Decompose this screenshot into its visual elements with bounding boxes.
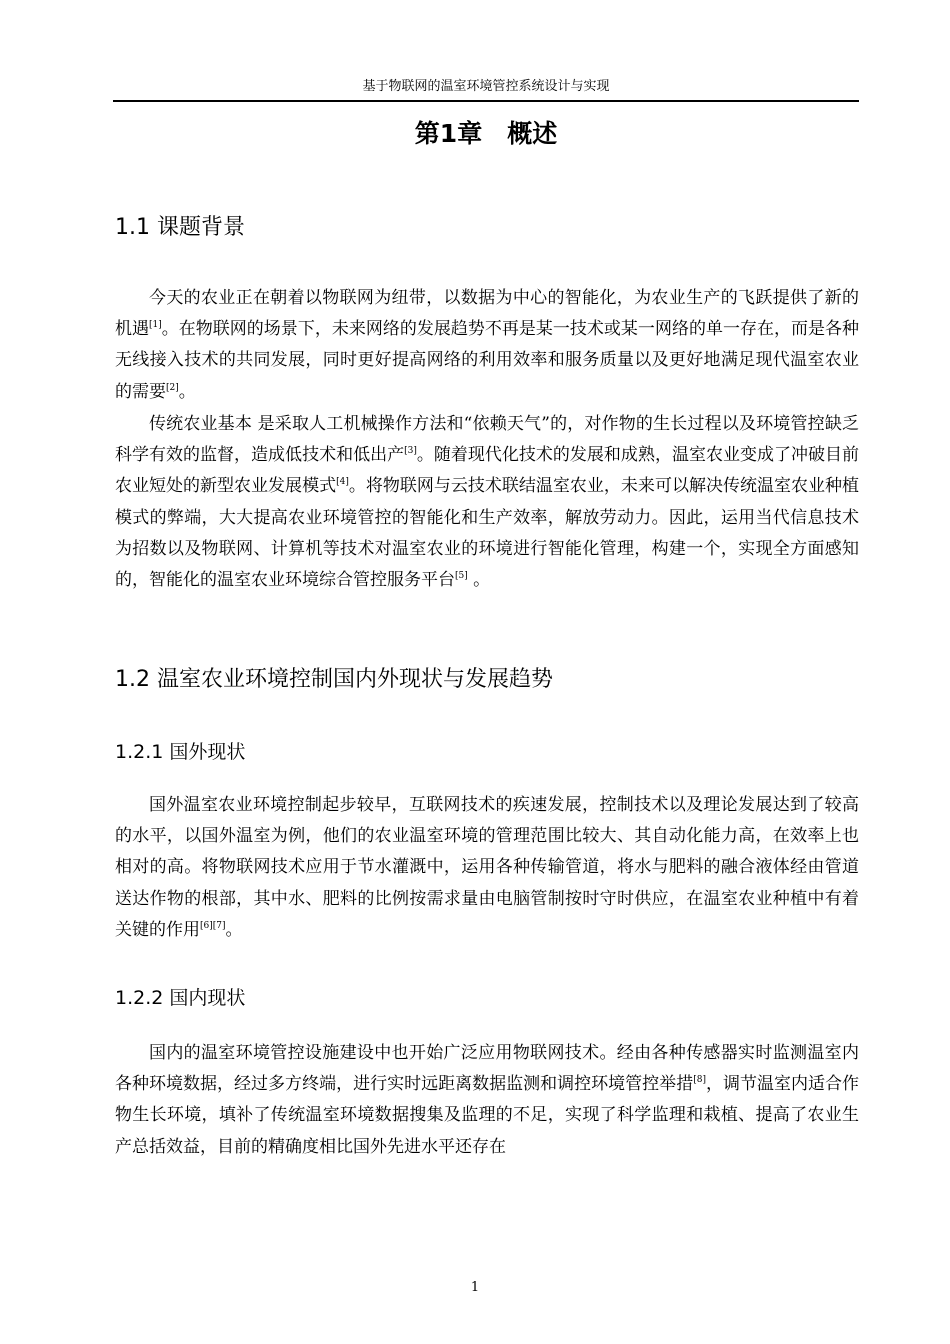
paragraph-background-2: [115, 409, 859, 596]
paragraph-text: 国内的温室环境管控设施建设中也开始广泛应用物联网技术。经由各种传感器实时监测温室内各种环境数据，经过多方终端，进行实时远距离数据监测和调控环境管控举措: [115, 1043, 859, 1095]
citation-marker: [2]: [166, 382, 179, 393]
citation-marker: [1]: [149, 320, 162, 331]
page-number: 1: [470, 1280, 480, 1295]
paragraph-text: ，调节温室内适合作物生长环境，填补了传统温室环境数据搜集及监理的不足，实现了科学监理和栽植、提高了农业生产总括效益，目前的精确度相比国外先进水平还存在: [115, 1074, 860, 1157]
paragraph-text: 今天的农业正在朝着以物联网为纽带，以数据为中心的智能化，为农业生产的飞跃提供了新的机遇: [115, 288, 859, 340]
section-heading-1-1: 1.1 课题背景: [115, 215, 245, 240]
citation-marker: [3]: [404, 446, 417, 457]
citation-marker: [6][7]: [200, 920, 226, 931]
header-rule: [113, 100, 859, 102]
paragraph-text: 。: [225, 919, 243, 940]
section-heading-1-2-2: 1.2.2 国内现状: [115, 987, 246, 1009]
running-header-title: 基于物联网的温室环境管控系统设计与实现: [362, 79, 610, 94]
citation-marker: [5]: [455, 571, 468, 582]
paragraph-text: 。将物联网与云技术联结温室农业，未来可以解决传统温室农业种植模式的弊端，大大提高农业环境管控的智能化和生产效率，解放劳动力。因此，运用当代信息技术为招数以及物联网、计算机等技术对温室农业的环境进行智能化管理，构建一个，实现全方面感知的，智能化的温室农业环境综合管控服务平台: [115, 476, 860, 591]
paragraph-text: 。: [178, 381, 196, 402]
paragraph-text: 。: [467, 570, 491, 591]
section-heading-1-2-1: 1.2.1 国外现状: [115, 741, 246, 763]
paragraph-text: 。在物联网的场景下，未来网络的发展趋势不再是某一技术或某一网络的单一存在，而是各种无线接入技术的共同发展，同时更好提高网络的利用效率和服务质量以及更好地满足现代温室农业的需要: [115, 319, 860, 402]
paragraph-text: 传统农业基本 是采取人工机械操作方法和“依赖天气”的，对作物的生长过程以及环境管控缺乏科学有效的监督，造成低技术和低出产: [115, 414, 859, 466]
paragraph-text: 国外温室农业环境控制起步较早，互联网技术的疾速发展，控制技术以及理论发展达到了较高的水平，以国外温室为例，他们的农业温室环境的管理范围比较大、其自动化能力高，在效率上也相对的高。将物联网技术应用于节水灌溉中，运用各种传输管道，将水与肥料的融合液体经由管道送达作物的根部，其中水、肥料的比例按需求量由电脑管制按时守时供应，在温室农业种植中有着关键的作用: [115, 795, 859, 940]
section-heading-1-2: 1.2 温室农业环境控制国内外现状与发展趋势: [115, 667, 553, 692]
chapter-title: 第1章 概述: [414, 119, 558, 148]
paragraph-background-1: [115, 283, 859, 408]
citation-marker: [8]: [693, 1075, 706, 1086]
citation-marker: [4]: [336, 477, 349, 488]
paragraph-foreign-status: [115, 790, 859, 946]
paragraph-text: 。随着现代化技术的发展和成熟，温室农业变成了冲破目前农业短处的新型农业发展模式: [115, 445, 860, 497]
paragraph-domestic-status: [115, 1038, 859, 1163]
